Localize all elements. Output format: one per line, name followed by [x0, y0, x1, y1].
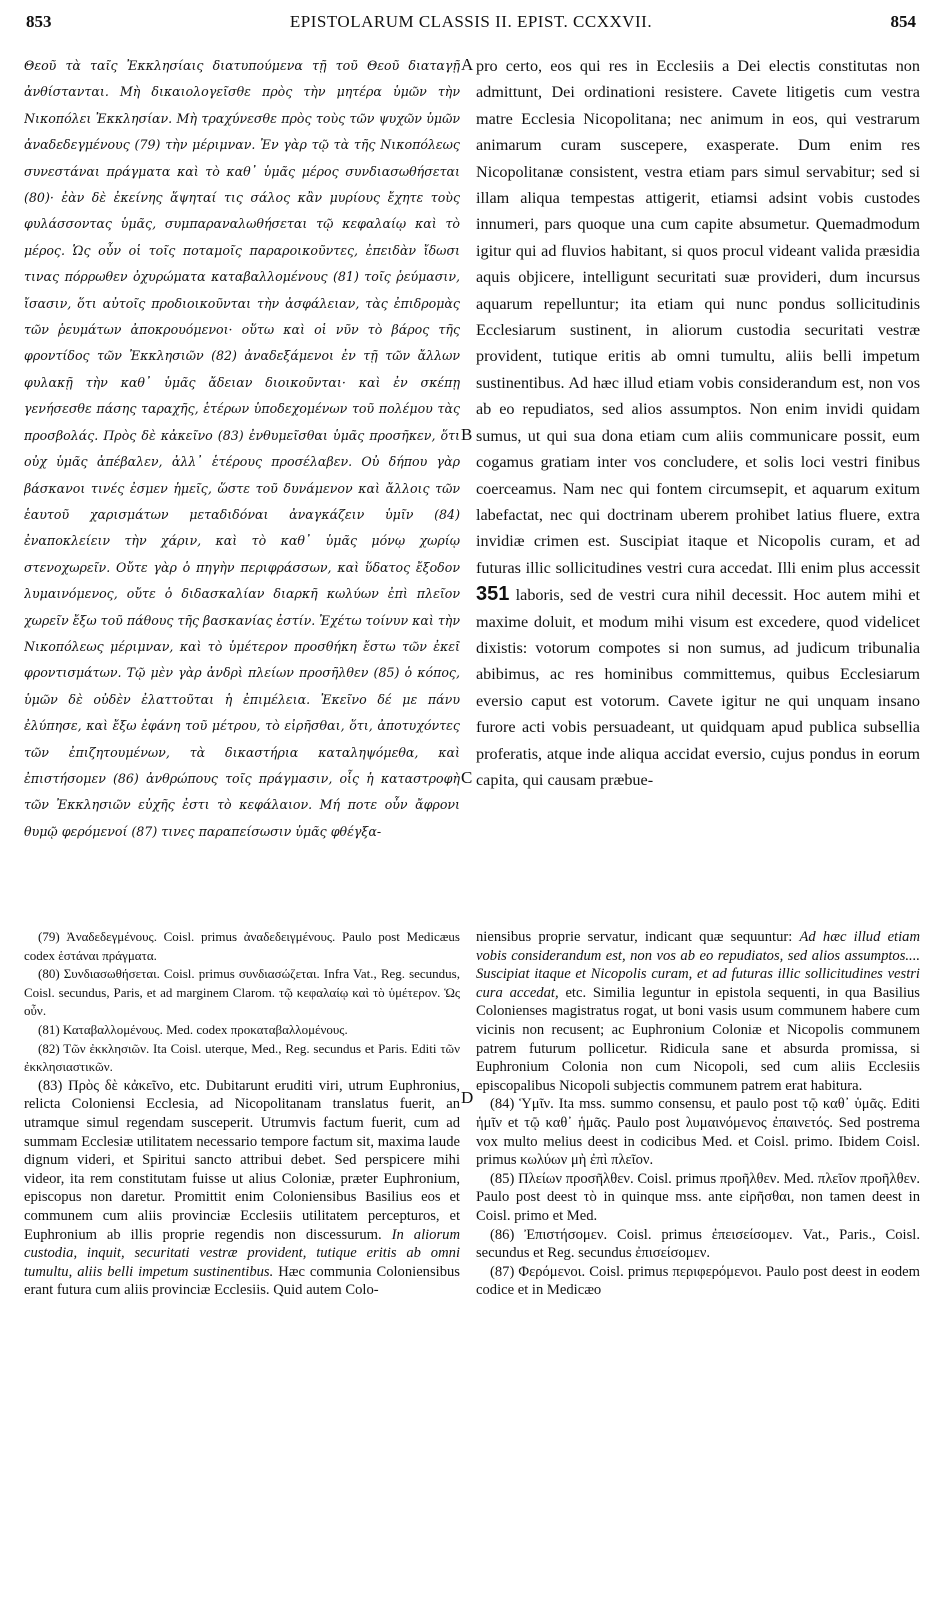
margin-letter-d: D [461, 1088, 474, 1107]
footnote-81: (81) Καταβαλλομένους. Med. codex προκαταβαλλομένους. [38, 1021, 348, 1037]
footnote-83-tail: Hæc communia Coloniensibus erant futura cum aliis provinciæ Ecclesiis. Quid autem Colo- [24, 1263, 460, 1299]
margin-letter-b: B [461, 425, 473, 444]
footnote-83-lead: (83) Πρὸς δὲ κἀκεῖνο, etc. Dubitarunt eruditi viri, utrum Euphronius, relicta Coloniensi Ecclesia, ad Nicopolitanam translatus fuerit, an utramque simul regendam susceperit. Utrumvis factum fuerit, cum ad summam Ecclesiæ utilitatem necessario tempore factum sit, maxima laude dignum videri, et Spiritui sancto attribui debet. Sed perspicere mihi videor, ita rem constitutam fuisse ut alius Coloniæ, præter Euphronium, episcopus non daretur. Promittit enim Coloniensibus Basilius eos et communem cum aliis provinciæ Ecclesiis utilitatem percepturos, et Euphronium ab illis proprie regendis non discessurum. [24, 1077, 460, 1243]
greek-text-column: Θεοῦ τὰ ταῖς Ἐκκλησίαις διατυπούμενα τῇ τοῦ Θεοῦ διαταγῇ ἀνθίστανται. Μὴ δικαιολογεῖσθε πρὸς τὴν μητέρα ὑμῶν τὴν Νικοπόλει Ἐκκλησίαν. Μὴ τραχύνεσθε πρὸς τοὺς τῶν ψυχῶν ὑμῶν ἀναδεδεγμένους (79) τὴν μέριμναν. Ἐν γὰρ τῷ τὰ τῆς Νικοπόλεως συνεστάναι πράγματα καὶ τὸ καθ᾽ ὑμᾶς μέρος συνδιασωθήσεται (80)· ἐὰν δὲ ἐκείνης ἅψηταί τις σάλος κἂν μυρίους ἔχητε τοὺς φυλάσσοντας ὑμᾶς, συμπαραναλωθήσεται τῷ κεφαλαίῳ καὶ τὸ μέρος. Ὡς οὖν οἱ τοῖς ποταμοῖς παραροικοῦντες, ἐπειδὰν ἴδωσι τινας πόρρωθεν ὀχυρώματα καταβαλλομένους (81) τοῖς ῥεύμασιν, ἴσασιν, ὅτι αὐτοῖς προδιοικοῦνται τὴν ἀσφάλειαν, τὰς ἐπιδρομὰς τῶν ῥευμάτων ἀποκρουόμενοι· οὕτω καὶ οἱ νῦν τὸ βάρος τῆς φροντίδος τῶν Ἐκκλησιῶν (82) ἀναδεξάμενοι ἐν τῇ τῶν ἄλλων φυλακῇ τὴν καθ᾽ ὑμᾶς ἄδειαν διοικοῦνται· καὶ ἐν σκέπῃ γενήσεσθε πάσης ταραχῆς, ἑτέρων ὑποδεχομένων τοῦ πολέμου τὰς προσβολάς. Πρὸς δὲ κἀκεῖνο (83) ἐνθυμεῖσθαι ὑμᾶς προσῆκεν, ὅτι οὐχ ὑμᾶς ἀπέβαλεν, ἀλλ᾽ ἑτέρους προσέλαβεν. Οὐ δήπου γὰρ βάσκανοι τινές ἐσμεν ἡμεῖς, ὥστε τοῦ δυνάμενον καὶ ἄλλοις τῶν ἑαυτοῦ χαρισμάτων μεταδιδόναι ἀναγκάζειν ὑμῖν (84) ἐναποκλείειν τὴν χάριν, καὶ τὸ καθ᾽ ὑμᾶς μόνῳ χωρίῳ στενοχωρεῖν. Οὔτε γὰρ ὁ πηγὴν περιφράσσων, καὶ ὕδατος ἔξοδον λυμαινόμενος, οὔτε ὁ διδασκαλίαν διαρκῆ κωλύων ἐπὶ πλεῖον χωρεῖν ἔξω τοῦ πάθους τῆς βασκανίας ἐστίν. Ἐχέτω τοίνυν καὶ τὴν Νικοπόλεως μέριμναν, καὶ τὸ ὑμέτερον προσθήκη ἔστω τῶν ἐκεῖ φροντισμάτων. Τῷ μὲν γὰρ ἀνδρὶ πλείων προσῆλθεν (85) ὁ κόπος, ὑμῶν δὲ οὐδὲν ἐλαττοῦται ἡ ἐπιμέλεια. Ἐκεῖνο δέ με πάνυ ἐλύπησε, καὶ ἔξω ἐφάνη τοῦ μέτρου, τὸ εἰρῆσθαι, ὅτι, ἀποτυχόντες τῶν ἐπιζητουμένων, τὰ δικαστήρια καταληψόμεθα, καὶ ἐπιστήσομεν (86) ἀνθρώπους τοῖς πράγμασιν, οἷς ἡ καταστροφὴ τῶν Ἐκκλησιῶν εὐχῆς ἐστι τὸ κεφάλαιον. Μή ποτε οὖν ἄφρονι θυμῷ φερόμενοί (87) τινες παραπείσωσιν ὑμᾶς φθέγξα- [24, 58, 460, 839]
column-number-marker: 351 [476, 583, 510, 606]
running-title: EPISTOLARUM CLASSIS II. EPIST. CCXXVII. [289, 12, 653, 31]
latin-text-part1: pro certo, eos qui res in Ecclesiis a Dei electis constitutas non admittunt, Dei ordinationi resistere. Cavete litigetis cum vestra matre Ecclesia Nicopolitana; nec animum in eos, qui vestrarum animarum curam suscepere, exasperate. Dum enim res Nicopolitanæ consistent, vestra etiam pars simul servabitur; sed si illam aliqua tempestas attigerit, etiamsi adsint vobis custodes innumeri, pars quoque una cum capite absumetur. Quemadmodum igitur qui ad fluvios habitant, si quos procul videant valida præsidia aquis objicere, intelligunt securitati suæ provideri, dum incursus aquarum repelluntur; ita etiam qui nunc pondus sollicitudinis Ecclesiarum sustinent, in aliorum custodia securitati vestræ provident, tutique eritis ab omni tumultu, aliis belli impetum sustinentibus. Ad hæc illud etiam vobis considerandum est, non vos ab eo repudiatos, sed alios assumptos. Non enim invidi quidam sumus, ut qui sua dona etiam cum aliis communicare possit, eum cogamus gratiam inter vos concludere, et solis loci vestri finibus coerceamus. Nam nec qui fontem circumsepit, et aquarum exitum labefactat, nec qui doctrinam uberem prohibet latius fluere, extra invidiæ crimen est. Suscipiat itaque et Nicopolis curam, et ad futuras illic sollicitudines vestri cura accedat. Illi enim plus accessit [476, 57, 920, 577]
footnotes-left-column [24, 928, 460, 1596]
latin-text-part2: laboris, sed de vestri cura nihil decessit. Hoc autem mihi et maxime doluit, et modum mihi visum est excedere, quod videlicet dixistis: votorum compotes si non sumus, ad judicum tribunalia abibimus, ac res hominibus committemus, quibus Ecclesiarum eversio caput est votorum. Cavete igitur ne qui unquam insano furore acti vobis persuadeant, ut quidquam apud publica subsellia proferatis, atque inde aliqua accidat eversio, cujus pondus in eorum capita, qui causam præbue- [476, 586, 920, 789]
page-number-left: 853 [26, 12, 52, 31]
footnote-83-quote: In aliorum custodia, inquit, securitati vestræ provident, tutique eritis ab omni tumultu, aliis belli impetum sustinentibus. [24, 1226, 460, 1280]
footnote-83-cont-lead: niensibus proprie servatur, indicant quæ sequuntur: [476, 929, 793, 945]
margin-letter-c: C [461, 768, 473, 787]
footnote-83-cont-quote: Ad hæc illud etiam vobis considerandum est, non vos ab eo repudiatos, sed alios assumptos.... Suscipiat itaque et Nicopolis curam, et ad futuras illic sollicitudines vestri cura accedat, [476, 929, 920, 1001]
page-number-right: 854 [890, 12, 916, 31]
footnote-87: (87) Φερόμενοι. Coisl. primus περιφερόμενοι. Paulo post deest in eodem codice et in Medicæo [476, 1263, 920, 1299]
running-header [26, 12, 916, 38]
footnotes-right-column [476, 928, 920, 1596]
latin-text-column [476, 53, 920, 901]
margin-letter-a: A [461, 55, 474, 74]
footnote-83-cont-tail: etc. Similia leguntur in epistola sequenti, in qua Basilius Colonienses magistratus rogat, ut boni vasis usum communem habere cum vicinis non recusent; ac Euphronium Coloniæ et Nicopolis communem patrem futurum pollicetur. Ridicula sane et absurda promissa, si Euphronium Colonia non cum Nicopoli, sed cum aliis Ecclesiis episcopalibus Nicopoli subjectis communem patrem erat habitura. [476, 984, 920, 1094]
footnote-82: (82) Τῶν ἐκκλησιῶν. Ita Coisl. uterque, Med., Reg. secundus et Paris. Editi τῶν ἐκκλησιαστικῶν. [24, 1040, 460, 1075]
footnote-85: (85) Πλείων προσῆλθεν. Coisl. primus προῆλθεν. Med. πλεῖον προῆλθεν. Paulo post deest τὸ in quinque mss. ante εἰρῆσθαι, non tamen deest in Coisl. primo et Med. [476, 1170, 920, 1224]
footnote-83-continued [476, 928, 920, 1095]
footnote-84: (84) Ὑμῖν. Ita mss. summo consensu, et paulo post τῷ καθ᾽ ὑμᾶς. Editi ἡμῖν et τῷ καθ᾽ ἡμᾶς. Paulo post λυμαινόμενος ἐπαινετός. Sed postrema vox multo melius deest in codicibus Med. et Coisl. primo. Ibidem Coisl. primus κωλύων μὴ ἐπὶ πλεῖον. [476, 1096, 920, 1169]
footnote-79: (79) Ἀναδεδεγμένους. Coisl. primus ἀναδεδειγμένους. Paulo post Medicæus codex ἑστάναι πράγματα. [24, 929, 460, 963]
footnote-80: (80) Συνδιασωθήσεται. Coisl. primus συνδιασώζεται. Infra Vat., Reg. secundus, Coisl. secundus, Paris, et ad marginem Clarom. τῷ κεφαλαίῳ καὶ τὸ ὑμέτερον. Ὡς οὖν. [24, 966, 460, 1019]
footnote-86: (86) Ἐπιστήσομεν. Coisl. primus ἐπεισείσομεν. Vat., Paris., Coisl. secundus et Reg. secundus ἐπισείσομεν. [476, 1226, 920, 1262]
footnote-83 [24, 1077, 460, 1300]
